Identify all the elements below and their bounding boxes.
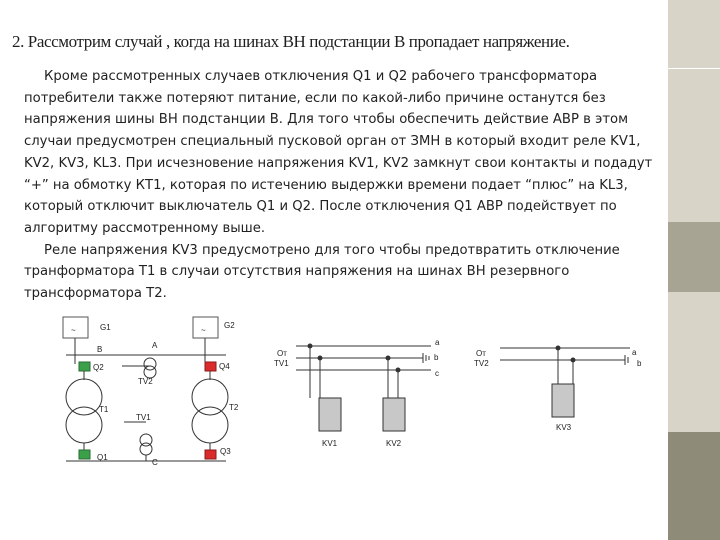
label-kv3: KV3 <box>556 423 572 432</box>
label-phase-b-1: b <box>434 353 439 362</box>
label-ot-tv1: От <box>277 349 287 358</box>
label-g2: G2 <box>224 321 235 330</box>
relay-kv1 <box>319 398 341 431</box>
paragraph-1: Кроме рассмотренных случаев отключения Q1 и Q2 рабочего трансформатора потребители также потеряют питание, если по какой-либо причине останутся без напряжения шины ВН подстанции В. Для того чтобы обеспечить действие АВР в этом случаи предусмотрен специальный пусковой орган от ЗМН в который входит реле KV1, KV2, KV3, KL3. При исчезновение напряжения KV1, KV2 замкнут свои контакты и подадут “+” на обмотку КТ1, которая по истечению выдержки времени подает “плюс” на KL3, который отключит выключатель Q1 и Q2. После отключения Q1 АВР подействует по алгоритму рассмотренному выше. <box>24 69 653 236</box>
breaker-q2 <box>79 362 90 371</box>
decorative-sidebar <box>668 0 720 540</box>
label-phase-b-2: b <box>637 359 642 368</box>
label-c: C <box>152 458 158 467</box>
slide-body <box>24 66 664 305</box>
label-q1: Q1 <box>97 453 108 462</box>
transformer-t2-primary <box>192 379 228 415</box>
breaker-q1 <box>79 450 90 459</box>
breaker-q3 <box>205 450 216 459</box>
label-ot-tv2-sub: TV2 <box>474 359 489 368</box>
label-kv1: KV1 <box>322 439 338 448</box>
label-ot-tv2: От <box>476 349 486 358</box>
label-phase-a-2: a <box>632 348 637 357</box>
transformer-t1-secondary <box>66 407 102 443</box>
label-kv2: KV2 <box>386 439 402 448</box>
label-phase-c-1: c <box>435 369 439 378</box>
breaker-q4 <box>205 362 216 371</box>
label-t1: T1 <box>99 405 109 414</box>
sidebar-block-3 <box>668 222 720 292</box>
label-q4: Q4 <box>219 362 230 371</box>
label-g1: G1 <box>100 323 111 332</box>
sidebar-block-4 <box>668 292 720 432</box>
transformer-t2-secondary <box>192 407 228 443</box>
paragraph-2: Реле напряжения KV3 предусмотрено для того чтобы предотвратить отключение транформатора Т1 в случаи отсутствия напряжения на шинах ВН резервного трансформатора Т2. <box>24 242 620 302</box>
relay-kv3 <box>552 384 574 417</box>
label-t2: T2 <box>229 403 239 412</box>
label-q2: Q2 <box>93 363 104 372</box>
label-a: A <box>152 341 158 350</box>
tv1-coil-2 <box>140 443 152 455</box>
sidebar-block-5 <box>668 432 720 540</box>
sidebar-block-1 <box>668 0 720 68</box>
substation-diagram <box>0 300 668 540</box>
generator-g2-symbol: ~ <box>201 326 206 335</box>
label-tv2: TV2 <box>138 377 153 386</box>
slide-title: 2. Рассмотрим случай , когда на шинах ВН подстанции В пропадает напряжение. <box>12 32 570 51</box>
label-tv1: TV1 <box>136 413 151 422</box>
sidebar-block-2 <box>668 69 720 222</box>
label-ot-tv1-sub: TV1 <box>274 359 289 368</box>
relay-kv2 <box>383 398 405 431</box>
generator-g1-symbol: ~ <box>71 326 76 335</box>
label-q3: Q3 <box>220 447 231 456</box>
transformer-t1-primary <box>66 379 102 415</box>
label-phase-a-1: a <box>435 338 440 347</box>
label-b: B <box>97 345 103 354</box>
